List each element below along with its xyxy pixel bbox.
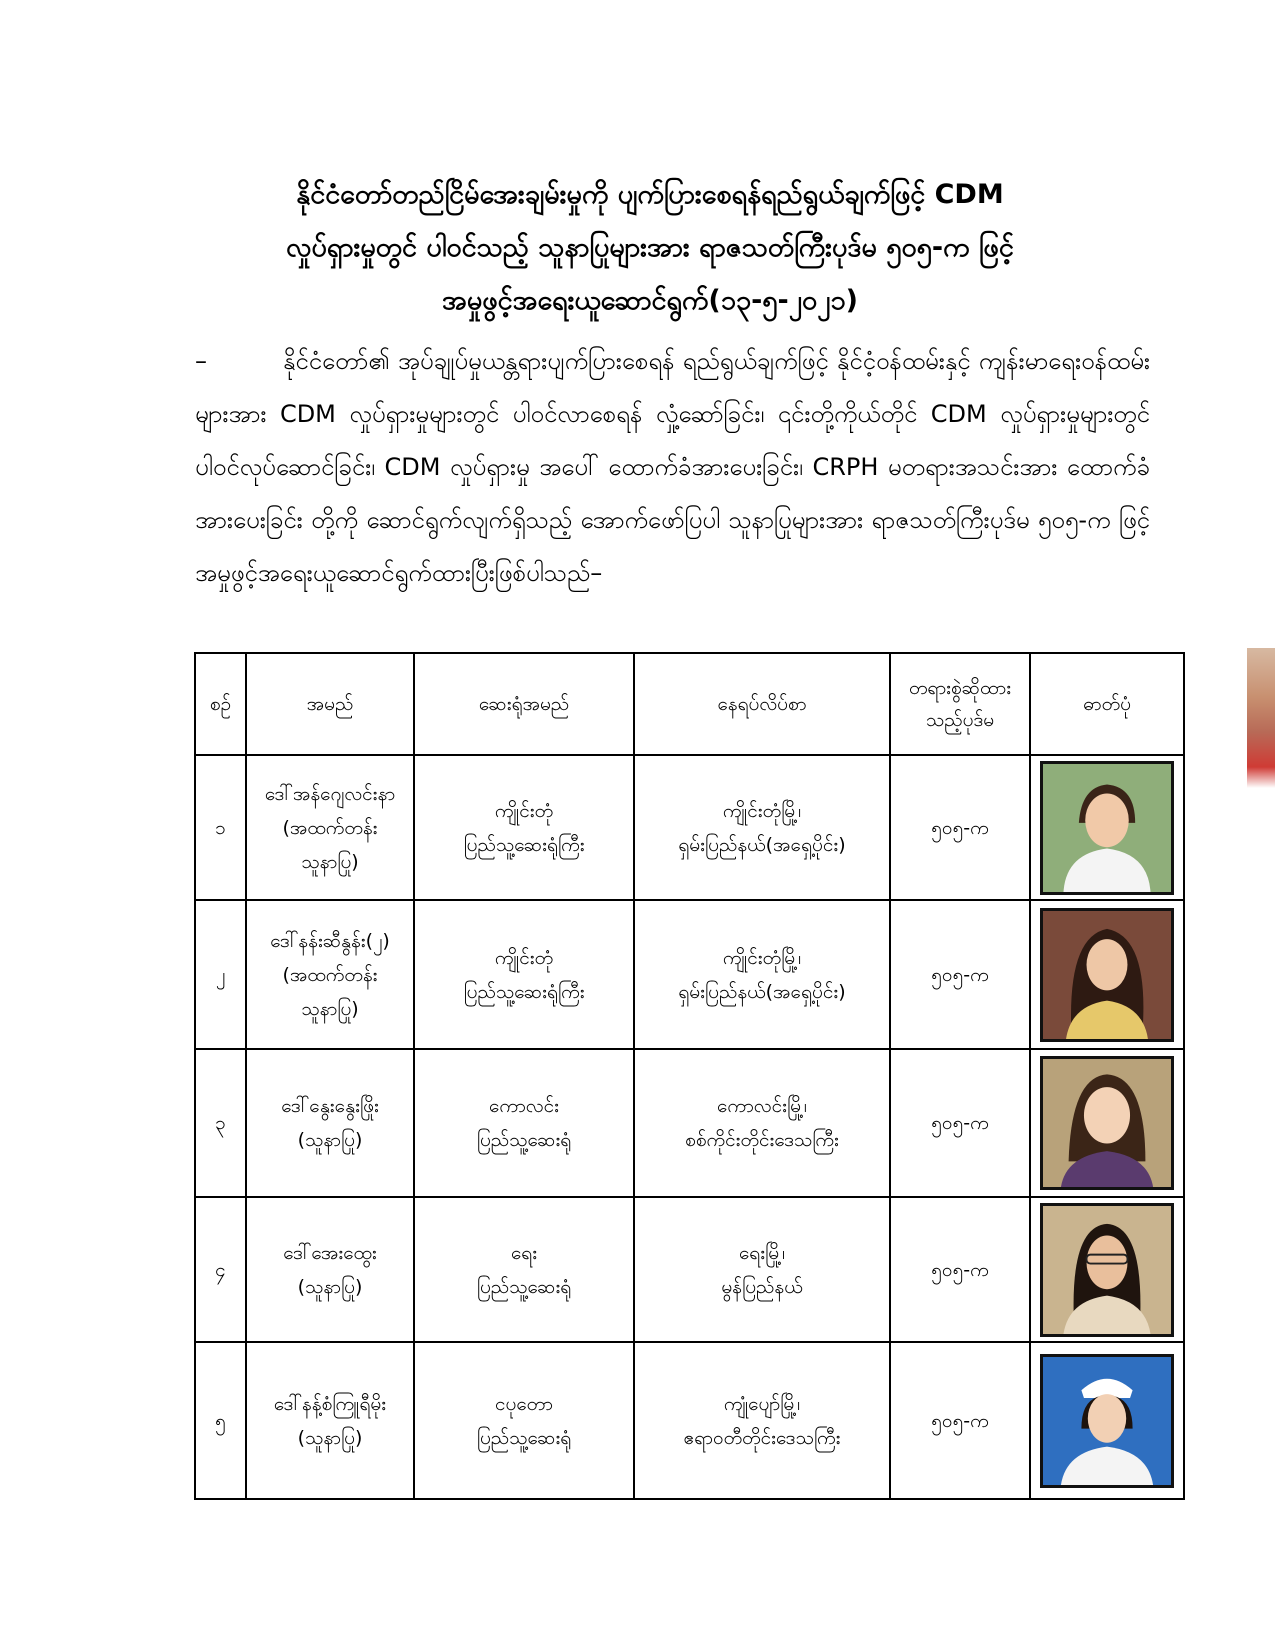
portrait-photo-icon [1040,1203,1174,1337]
row-name-line: ဒေါ်အန်ဂျေလင်းနာ [264,782,396,805]
row-hospital-line: ကျိုင်းတုံ [494,946,554,969]
row-hospital-line: ငပုတော [494,1392,553,1415]
row-name-line: ဒေါ်နန့်စံကြူရီမိုး [273,1392,387,1415]
row-address-line: ကျိုင်းတုံမြို့၊ [722,946,802,969]
portrait-photo-svg [1043,1357,1171,1485]
row-photo [1030,1342,1184,1499]
row-address-line: ရှမ်းပြည်နယ်(အရှေ့ပိုင်း) [678,833,846,856]
row-address-line: ကျုံပျော်မြို့၊ [723,1392,801,1415]
row-name [246,1197,414,1342]
intro-text: နိုင်ငံတော်၏ အုပ်ချုပ်မှုယန္တရားပျက်ပြားစေရန် ရည်ရွယ်ချက်ဖြင့် နိုင်ငံ့ဝန်ထမ်းနှင့် ကျန်းမာရေးဝန်ထမ်းများအား CDM လှုပ်ရှားမှုများတွင် ပါဝင်လာစေရန် လှုံ့ဆော်ခြင်း၊ ၎င်းတို့ကိုယ်တိုင် CDM လှုပ်ရှားမှုများတွင် ပါဝင်လုပ်ဆောင်ခြင်း၊ CDM လှုပ်ရှားမှု အပေါ် ထောက်ခံအားပေးခြင်း၊ CRPH မတရားအသင်းအား ထောက်ခံအားပေးခြင်း တို့ကို ဆောင်ရွက်လျက်ရှိသည့် အောက်ဖော်ပြပါ သူနာပြုများအား ရာဇသတ်ကြီးပုဒ်မ ၅၀၅-က ဖြင့် အမှုဖွင့်အရေးယူဆောင်ရွက်ထားပြီးဖြစ်ပါသည်– [195,347,1150,587]
row-address [634,1197,890,1342]
row-section: ၅၀၅-က [890,900,1030,1049]
row-name-line: (သူနာပြု) [297,1129,363,1151]
row-no: ၅ [195,1342,246,1499]
row-hospital-line: ပြည်သူ့ဆေးရုံ [476,1129,572,1151]
row-address [634,1049,890,1197]
photo-face [1087,939,1128,990]
cropped-edge-photo [1247,648,1275,788]
header-section-line-1: တရားစွဲဆိုထား [908,677,1012,699]
row-name [246,1342,414,1499]
row-hospital-line: ပြည်သူ့ဆေးရုံ [476,1275,572,1298]
row-photo [1030,1049,1184,1197]
portrait-photo-svg [1043,1059,1171,1187]
row-name-line: (အထက်တန်း [282,816,378,839]
row-name-line: (အထက်တန်း [282,963,378,986]
document-title [150,168,1150,327]
row-name-line: (သူနာပြု) [297,1426,363,1449]
row-name [246,900,414,1049]
table-row [195,1342,1184,1499]
title-line-3: အမှုဖွင့်အရေးယူဆောင်ရွက်(၁၃-၅-၂၀၂၁) [442,285,858,316]
row-name-line: သူနာပြု) [301,997,359,1020]
table-row [195,1049,1184,1197]
row-hospital [414,1197,634,1342]
photo-face [1084,1087,1130,1143]
row-hospital-line: ရေး [510,1241,538,1264]
row-hospital [414,900,634,1049]
portrait-photo-icon [1040,1056,1174,1190]
row-name [246,755,414,900]
row-name-line: သူနာပြု) [301,850,359,873]
row-address [634,900,890,1049]
table-row [195,900,1184,1049]
photo-face [1085,793,1129,847]
row-hospital-line: ပြည်သူ့ဆေးရုံကြီး [463,833,585,856]
row-no: ၄ [195,1197,246,1342]
photo-face [1087,1235,1128,1289]
row-address-line: ကျိုင်းတုံမြို့၊ [722,799,802,822]
row-hospital [414,1049,634,1197]
row-hospital [414,755,634,900]
row-photo [1030,755,1184,900]
nurse-records-table [194,652,1185,1500]
portrait-photo-icon [1040,761,1174,895]
row-address-line: မွန်ပြည်နယ် [721,1275,803,1298]
intro-paragraph [195,335,1150,600]
row-hospital-line: ပြည်သူ့ဆေးရုံ [476,1426,572,1449]
header-photo: ဓာတ်ပုံ [1030,653,1184,755]
row-address-line: ကောလင်းမြို့၊ [717,1095,807,1117]
portrait-photo-svg [1043,1206,1171,1334]
photo-face [1088,1394,1126,1443]
row-no: ၁ [195,755,246,900]
row-address-line: ရှမ်းပြည်နယ်(အရှေ့ပိုင်း) [678,980,846,1003]
row-name-line: ဒေါ်နန်းဆီနွန်း(၂) [270,929,390,952]
row-address [634,755,890,900]
intro-dash: – [195,347,207,375]
portrait-photo-svg [1043,911,1171,1039]
row-name-line: (သူနာပြု) [297,1275,363,1298]
row-photo [1030,900,1184,1049]
row-photo [1030,1197,1184,1342]
header-address: နေရပ်လိပ်စာ [634,653,890,755]
table-row [195,1197,1184,1342]
row-section: ၅၀၅-က [890,755,1030,900]
row-section: ၅၀၅-က [890,1049,1030,1197]
row-hospital-line: ကောလင်း [489,1095,559,1117]
row-section: ၅၀၅-က [890,1342,1030,1499]
row-address-line: ရေးမြို့၊ [738,1241,786,1264]
row-section: ၅၀၅-က [890,1197,1030,1342]
header-section [890,653,1030,755]
portrait-photo-svg [1043,764,1171,892]
row-address [634,1342,890,1499]
title-line-1: နိုင်ငံတော်တည်ငြိမ်အေးချမ်းမှုကို ပျက်ပြားစေရန်ရည်ရွယ်ချက်ဖြင့် CDM [296,179,1004,210]
row-name-line: ဒေါ်အေးထွေး [283,1241,377,1264]
header-no: စဉ် [195,653,246,755]
row-no: ၂ [195,900,246,1049]
row-address-line: စစ်ကိုင်းတိုင်းဒေသကြီး [685,1129,839,1151]
row-hospital [414,1342,634,1499]
row-name-line: ဒေါ်နွေးနွေးဖြိုး [281,1095,379,1117]
row-no: ၃ [195,1049,246,1197]
row-hospital-line: ကျိုင်းတုံ [494,799,554,822]
header-section-line-2: သည့်ပုဒ်မ [925,709,995,731]
title-line-2: လှုပ်ရှားမှုတွင် ပါဝင်သည့် သူနာပြုများအား ရာဇသတ်ကြီးပုဒ်မ ၅၀၅-က ဖြင့် [286,232,1014,263]
row-hospital-line: ပြည်သူ့ဆေးရုံကြီး [463,980,585,1003]
portrait-photo-icon [1040,1354,1174,1488]
portrait-photo-icon [1040,908,1174,1042]
header-name: အမည် [246,653,414,755]
row-address-line: ဧရာဝတီတိုင်းဒေသကြီး [683,1426,841,1449]
row-name [246,1049,414,1197]
table-header-row [195,653,1184,755]
table-row [195,755,1184,900]
header-hospital: ဆေးရုံအမည် [414,653,634,755]
